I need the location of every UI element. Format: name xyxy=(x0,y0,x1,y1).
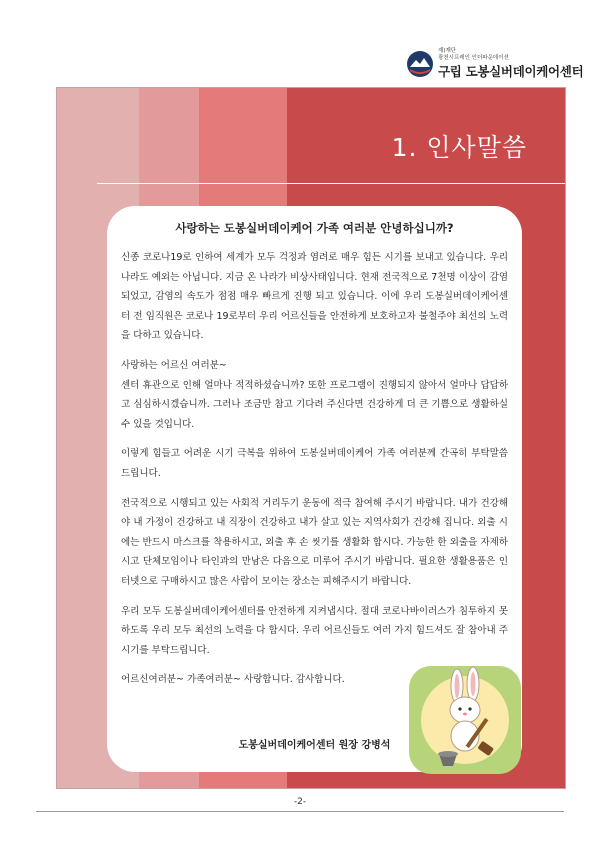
paragraph-address: 사랑하는 어르신 여러분~ xyxy=(121,359,227,371)
letter-body xyxy=(121,248,508,700)
paragraph-together: 우리 모두 도봉실버데이케어센터를 안전하게 지켜냅시다. 절대 코로나바이러스가 침투하지 못하도록 우리 모두 최선의 노력을 다 합시다. 우리 어르신들도 여러 가지 힘드셔도 잘 참아내 주시기를 부탁드립니다. xyxy=(121,605,508,656)
paragraph-intro: 신종 코로나19로 인하여 세계가 모두 걱정과 염려로 매우 힘든 시기를 보내고 있습니다. 우리나라도 예외는 아닙니다. 지금 온 나라가 비상사태입니다. 현재 전국적으로 7천명 이상이 감염되었고, 감염의 속도가 점점 매우 빠르게 진행 되고 있습니다. 이에 우리 도봉실버데이케어센터 전 임직원은 코로나 19로부터 우리 어르신들을 안전하게 보호하고자 불철주야 최선의 노력을 다하고 있습니다. xyxy=(121,252,508,342)
footer-divider xyxy=(36,811,564,812)
logo-subtitle: 재)재단 광천시프레인 인더파운데이션 xyxy=(438,48,509,61)
paragraph-request: 이렇게 힘들고 어려운 시기 극복을 위하여 도봉실버데이케어 가족 여러분께 간곡히 부탁말씀 드립니다. xyxy=(121,448,508,479)
paragraph-distancing: 전국적으로 시행되고 있는 사회적 거리두기 운동에 적극 참여해 주시기 바랍니다. 내가 건강해야 내 가정이 건강하고 내 직장이 건강하고 내가 살고 있는 지역사회가 건강해 집니다. 외출 시에는 반드시 마스크를 착용하시고, 외출 후 손 씻기를 생활화 합시다. 가능한 한 외출을 자제하시고 단체모임이나 타인과의 만남은 다음으로 미루어 주시기 바랍니다. 필요한 생활용품은 인터넷으로 구매하시고 많은 사람이 모이는 장소는 피해주시기 바랍니다. xyxy=(121,497,508,587)
heading-divider xyxy=(97,183,565,184)
section-heading: 1. 인사말씀 xyxy=(391,133,527,162)
greeting-line: 사랑하는 도봉실버데이케어 가족 여러분 안녕하십니까? xyxy=(175,221,454,235)
paragraph-thanks: 어르신여러분~ 가족여러분~ 사랑합니다. 감사합니다. xyxy=(121,674,345,686)
content-frame xyxy=(56,87,566,789)
logo-emblem-icon xyxy=(406,50,434,78)
center-logo xyxy=(406,46,584,82)
signature: 도봉실버데이케어센터 원장 강병석 xyxy=(238,740,391,751)
paragraph-closure: 센터 휴관으로 인해 얼마나 적적하셨습니까? 또한 프로그램이 진행되지 않아서 얼마나 답답하고 심심하시겠습니까. 그러나 조금만 참고 기다려 주신다면 건강하게 더 큰 기쁨으로 생활하실 수 있을 것입니다. xyxy=(121,379,508,430)
page-number: -2- xyxy=(293,797,307,807)
logo-center-name: 구립 도봉실버데이케어센터 xyxy=(438,64,584,79)
rabbit-pounding-rice-cake-icon xyxy=(409,666,521,774)
